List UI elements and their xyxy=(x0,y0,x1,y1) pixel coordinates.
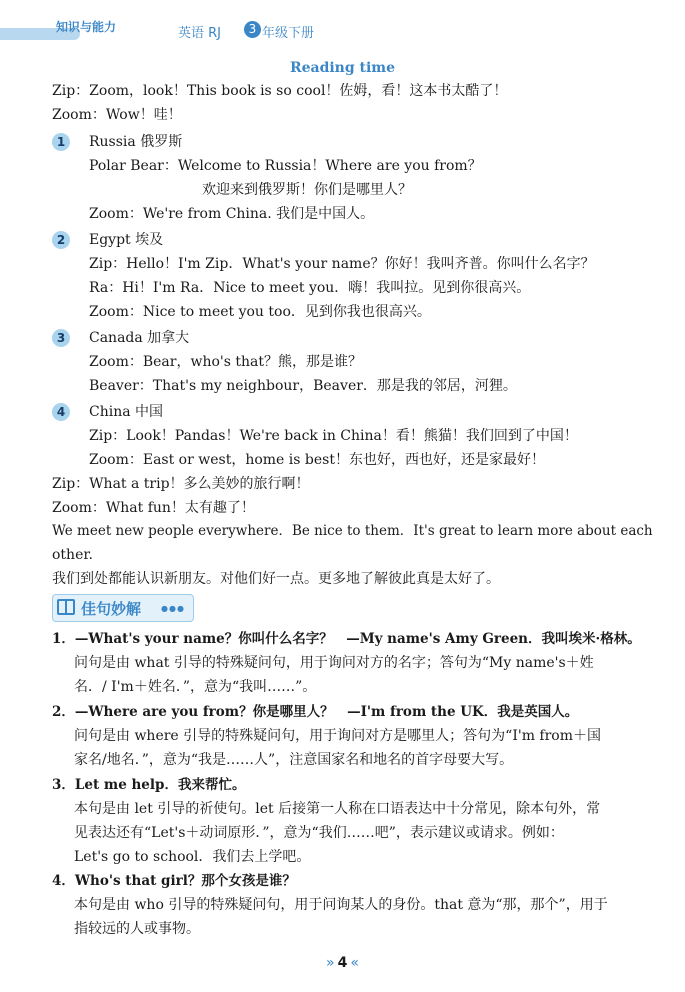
dialogue-line: Zip：What a trip！多么美妙的旅行啊！ xyxy=(52,476,310,492)
note-heading: 2．—Where are you from？你是哪里人？ —I'm from the UK．我是英国人。 xyxy=(52,704,579,720)
scene-number-badge: 1 xyxy=(52,133,70,151)
paragraph-line: We meet new people everywhere．Be nice to them．It's great to learn more about each xyxy=(52,523,653,539)
note-heading: 3．Let me help．我来帮忙。 xyxy=(52,777,246,793)
dialogue-line: Polar Bear：Welcome to Russia！Where are you from？ xyxy=(89,158,482,174)
scene-title: Russia 俄罗斯 xyxy=(89,134,183,150)
dialogue-translation: 欢迎来到俄罗斯！你们是哪里人？ xyxy=(202,182,412,198)
dialogue-line: Zip：Zoom，look！This book is so cool！佐姆，看！这本书太酷了！ xyxy=(52,83,508,99)
double-chevron-right-icon: » xyxy=(326,955,335,971)
subject-label: 英语 RJ xyxy=(178,26,221,41)
paragraph-translation: 我们到处都能认识新朋友。对他们好一点。更多地了解彼此真是太好了。 xyxy=(52,571,500,587)
dots-icon: ●●● xyxy=(161,604,185,613)
note-heading: 4．Who's that girl？那个女孩是谁？ xyxy=(52,873,296,889)
dialogue-line: Zip：Hello！I'm Zip．What's your name？你好！我叫齐普。你叫什么名字？ xyxy=(89,256,595,272)
page-header xyxy=(0,0,685,52)
page-number: 4 xyxy=(337,955,348,971)
note-heading: 1．—What's your name？你叫什么名字？ —My name's Amy Green．我叫埃米·格林。 xyxy=(52,631,641,647)
notes-banner xyxy=(52,594,194,622)
scene-number-badge: 4 xyxy=(52,403,70,421)
dialogue-line: Zoom：We're from China. 我们是中国人。 xyxy=(89,206,375,222)
scene-title: Egypt 埃及 xyxy=(89,232,164,248)
series-logo: 知识与能力 xyxy=(56,20,117,34)
dialogue-line: Zoom：Nice to meet you too．见到你我也很高兴。 xyxy=(89,304,431,320)
note-text: 问句是由 what 引导的特殊疑问句，用于询问对方的名字；答句为“My name's＋姓 xyxy=(74,655,594,671)
dialogue-line: Zip：Look！Pandas！We're back in China！看！熊猫！我们回到了中国！ xyxy=(89,428,578,444)
scene-title: Canada 加拿大 xyxy=(89,330,190,346)
note-text: 家名/地名．”，意为“我是……人”，注意国家名和地名的首字母要大写。 xyxy=(74,752,514,768)
paragraph-line: other. xyxy=(52,547,93,563)
note-text: 本句是由 let 引导的祈使句。let 后接第一人称在口语表达中十分常见，除本句外，常 xyxy=(74,801,601,817)
grade-number-badge: 3 xyxy=(244,21,261,38)
grade-label: 年级下册 xyxy=(262,26,315,41)
scene-title: China 中国 xyxy=(89,404,164,420)
page-footer xyxy=(0,955,685,971)
note-text: 本句是由 who 引导的特殊疑问句，用于问询某人的身份。that 意为“那，那个”，用于 xyxy=(74,897,608,913)
dialogue-line: Zoom：Bear，who's that？熊，那是谁？ xyxy=(89,354,362,370)
note-text: 问句是由 where 引导的特殊疑问句，用于询问对方是哪里人；答句为“I'm from＋国 xyxy=(74,728,602,744)
dialogue-line: Zoom：East or west，home is best！东也好，西也好，还是家最好！ xyxy=(89,452,545,468)
section-title: Reading time xyxy=(289,60,396,76)
dialogue-line: Beaver：That's my neighbour，Beaver．那是我的邻居，河狸。 xyxy=(89,378,517,394)
note-example: Let's go to school．我们去上学吧。 xyxy=(74,849,311,865)
note-text: 见表达还有“Let's＋动词原形．”，意为“我们……吧”，表示建议或请求。例如： xyxy=(74,825,564,841)
scene-number-badge: 3 xyxy=(52,329,70,347)
book-icon xyxy=(57,599,75,615)
banner-title: 佳句妙解 xyxy=(81,600,142,618)
dialogue-line: Zoom：Wow！哇！ xyxy=(52,107,182,123)
note-text: 指较远的人或事物。 xyxy=(74,921,200,937)
scene-number-badge: 2 xyxy=(52,231,70,249)
dialogue-line: Zoom：What fun！太有趣了！ xyxy=(52,500,255,516)
note-text: 名．/ I'm＋姓名．”，意为“我叫……”。 xyxy=(74,679,317,695)
dialogue-line: Ra：Hi！I'm Ra．Nice to meet you．嗨！我叫拉。见到你很高兴。 xyxy=(89,280,531,296)
double-chevron-left-icon: « xyxy=(350,955,359,971)
